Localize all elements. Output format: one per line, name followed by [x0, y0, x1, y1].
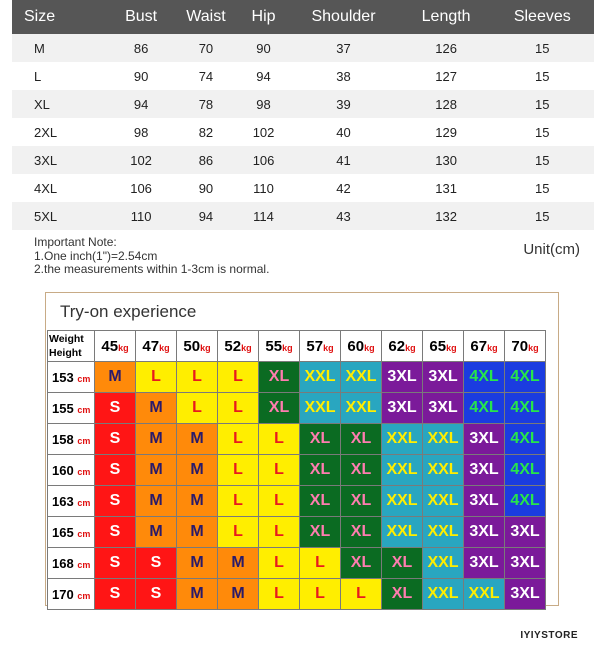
height-row — [48, 579, 546, 610]
weight-unit: kg — [200, 342, 211, 353]
weight-unit: kg — [487, 342, 498, 353]
size-cell: XL — [341, 517, 382, 548]
weight-value: 67 — [470, 337, 488, 355]
size-table-header-cell: Hip — [242, 0, 286, 34]
size-cell: XL — [300, 486, 341, 517]
corner-cell — [48, 331, 95, 362]
weight-value: 47 — [142, 337, 160, 355]
weight-header-cell — [136, 331, 177, 362]
size-cell: L — [259, 486, 300, 517]
table-cell: 126 — [402, 34, 491, 62]
size-cell: 4XL — [464, 393, 505, 424]
table-cell: 15 — [491, 202, 594, 230]
size-cell: 3XL — [505, 548, 546, 579]
size-cell: XL — [341, 486, 382, 517]
weight-header-cell — [382, 331, 423, 362]
table-row — [12, 174, 594, 202]
height-header-cell — [48, 362, 95, 393]
size-cell: XXL — [300, 393, 341, 424]
height-header-cell — [48, 548, 95, 579]
table-cell: 86 — [170, 146, 242, 174]
size-table-header-cell: Bust — [112, 0, 170, 34]
height-row — [48, 362, 546, 393]
try-on-grid — [47, 330, 546, 610]
height-unit: cm — [77, 373, 91, 384]
size-cell: XL — [382, 548, 423, 579]
size-cell: 4XL — [505, 424, 546, 455]
size-cell: XXL — [341, 362, 382, 393]
height-axis-label: Height — [49, 347, 82, 359]
size-cell: S — [95, 424, 136, 455]
height-unit: cm — [77, 528, 91, 539]
size-cell: S — [136, 548, 177, 579]
size-cell: XL — [382, 579, 423, 610]
table-cell: 78 — [170, 90, 242, 118]
size-cell: L — [300, 548, 341, 579]
weight-value: 52 — [224, 337, 242, 355]
weight-value: 60 — [347, 337, 365, 355]
size-table-body — [12, 34, 594, 230]
weight-value: 45 — [101, 337, 119, 355]
weight-value: 62 — [388, 337, 406, 355]
size-cell: 4XL — [505, 393, 546, 424]
weight-header-cell — [505, 331, 546, 362]
size-cell: XL — [341, 548, 382, 579]
size-cell: 3XL — [464, 548, 505, 579]
table-cell: 15 — [491, 174, 594, 202]
height-unit: cm — [77, 590, 91, 601]
size-cell: M — [177, 455, 218, 486]
height-header-cell — [48, 486, 95, 517]
height-unit: cm — [77, 559, 91, 570]
size-cell: XXL — [423, 517, 464, 548]
brand-label: IYIYSTORE — [520, 630, 578, 641]
table-cell: 74 — [170, 62, 242, 90]
size-cell: L — [218, 486, 259, 517]
weight-unit: kg — [446, 342, 457, 353]
size-cell: L — [177, 362, 218, 393]
size-cell: XXL — [382, 455, 423, 486]
table-cell: 70 — [170, 34, 242, 62]
size-cell: XXL — [300, 362, 341, 393]
table-cell: 129 — [402, 118, 491, 146]
size-cell: L — [259, 548, 300, 579]
size-cell: M — [177, 486, 218, 517]
size-cell: M — [218, 548, 259, 579]
weight-unit: kg — [282, 342, 293, 353]
table-cell: XL — [12, 90, 112, 118]
weight-header-cell — [300, 331, 341, 362]
weight-value: 55 — [265, 337, 283, 355]
table-cell: 131 — [402, 174, 491, 202]
size-cell: L — [300, 579, 341, 610]
size-cell: 3XL — [464, 424, 505, 455]
table-cell: 38 — [285, 62, 401, 90]
weight-header-row — [48, 331, 546, 362]
height-header-cell — [48, 579, 95, 610]
table-cell: 15 — [491, 90, 594, 118]
table-cell: 3XL — [12, 146, 112, 174]
size-cell: 3XL — [423, 362, 464, 393]
size-table-header-cell: Shoulder — [285, 0, 401, 34]
table-cell: 106 — [242, 146, 286, 174]
table-cell: 90 — [112, 62, 170, 90]
size-cell: XXL — [423, 486, 464, 517]
size-cell: 3XL — [464, 486, 505, 517]
table-cell: 15 — [491, 34, 594, 62]
try-on-title: Try-on experience — [60, 302, 197, 321]
height-row — [48, 517, 546, 548]
size-cell: M — [136, 424, 177, 455]
weight-header-cell — [423, 331, 464, 362]
size-cell: M — [136, 455, 177, 486]
table-cell: M — [12, 34, 112, 62]
height-row — [48, 455, 546, 486]
table-cell: 102 — [112, 146, 170, 174]
size-table-header-cell: Sleeves — [491, 0, 594, 34]
table-cell: 37 — [285, 34, 401, 62]
size-cell: L — [136, 362, 177, 393]
size-cell: XXL — [423, 579, 464, 610]
weight-unit: kg — [159, 342, 170, 353]
size-cell: M — [177, 579, 218, 610]
size-cell: S — [95, 517, 136, 548]
table-cell: 94 — [170, 202, 242, 230]
weight-unit: kg — [405, 342, 416, 353]
table-cell: 90 — [242, 34, 286, 62]
table-row — [12, 34, 594, 62]
height-unit: cm — [77, 497, 91, 508]
size-cell: 4XL — [505, 486, 546, 517]
size-cell: L — [218, 424, 259, 455]
size-cell: S — [95, 393, 136, 424]
size-cell: XXL — [423, 424, 464, 455]
size-cell: L — [259, 455, 300, 486]
size-cell: S — [95, 579, 136, 610]
unit-label: Unit(cm) — [523, 241, 580, 258]
table-cell: 39 — [285, 90, 401, 118]
height-row — [48, 548, 546, 579]
size-cell: L — [341, 579, 382, 610]
table-cell: 94 — [242, 62, 286, 90]
size-cell: L — [218, 517, 259, 548]
size-cell: 3XL — [464, 517, 505, 548]
height-unit: cm — [77, 466, 91, 477]
height-header-cell — [48, 455, 95, 486]
weight-value: 65 — [429, 337, 447, 355]
size-cell: L — [218, 362, 259, 393]
weight-value: 50 — [183, 337, 201, 355]
size-cell: M — [177, 517, 218, 548]
table-cell: 82 — [170, 118, 242, 146]
size-cell: XL — [341, 424, 382, 455]
table-cell: 2XL — [12, 118, 112, 146]
table-cell: L — [12, 62, 112, 90]
height-value: 170 — [52, 586, 74, 602]
height-value: 153 — [52, 369, 74, 385]
size-cell: XXL — [382, 486, 423, 517]
table-row — [12, 202, 594, 230]
table-cell: 132 — [402, 202, 491, 230]
height-header-cell — [48, 517, 95, 548]
height-value: 158 — [52, 431, 74, 447]
size-cell: XXL — [382, 517, 423, 548]
weight-unit: kg — [323, 342, 334, 353]
table-row — [12, 118, 594, 146]
size-table-header-cell: Size — [12, 0, 112, 34]
height-value: 163 — [52, 493, 74, 509]
size-cell: M — [95, 362, 136, 393]
size-cell: M — [136, 517, 177, 548]
size-cell: 3XL — [464, 455, 505, 486]
size-cell: L — [218, 455, 259, 486]
size-cell: XXL — [382, 424, 423, 455]
table-cell: 128 — [402, 90, 491, 118]
size-table-header — [12, 0, 594, 34]
size-cell: XL — [259, 362, 300, 393]
weight-header-cell — [341, 331, 382, 362]
table-cell: 42 — [285, 174, 401, 202]
size-cell: 4XL — [464, 362, 505, 393]
size-cell: L — [177, 393, 218, 424]
weight-value: 70 — [511, 337, 529, 355]
size-cell: M — [218, 579, 259, 610]
table-row — [12, 62, 594, 90]
size-cell: XXL — [464, 579, 505, 610]
size-cell: 3XL — [505, 517, 546, 548]
size-cell: 3XL — [423, 393, 464, 424]
size-cell: L — [259, 424, 300, 455]
table-cell: 15 — [491, 118, 594, 146]
size-cell: 3XL — [505, 579, 546, 610]
size-cell: S — [95, 548, 136, 579]
weight-unit: kg — [118, 342, 129, 353]
size-table-header-cell: Waist — [170, 0, 242, 34]
table-cell: 130 — [402, 146, 491, 174]
size-cell: XL — [259, 393, 300, 424]
height-header-cell — [48, 393, 95, 424]
weight-header-cell — [177, 331, 218, 362]
table-cell: 4XL — [12, 174, 112, 202]
table-row — [12, 146, 594, 174]
size-cell: XL — [300, 424, 341, 455]
weight-unit: kg — [364, 342, 375, 353]
table-cell: 5XL — [12, 202, 112, 230]
weight-axis-label: Weight — [49, 333, 84, 345]
size-cell: 4XL — [505, 362, 546, 393]
table-cell: 41 — [285, 146, 401, 174]
table-cell: 110 — [112, 202, 170, 230]
size-cell: L — [218, 393, 259, 424]
note-line-2: 2.the measurements within 1-3cm is normal. — [34, 262, 270, 276]
weight-value: 57 — [306, 337, 324, 355]
table-cell: 106 — [112, 174, 170, 202]
height-value: 160 — [52, 462, 74, 478]
try-on-chart — [45, 292, 559, 606]
table-cell: 110 — [242, 174, 286, 202]
note-line-1: 1.One inch(1")=2.54cm — [34, 248, 158, 263]
size-cell: L — [259, 517, 300, 548]
size-cell: XXL — [423, 548, 464, 579]
weight-header-cell — [259, 331, 300, 362]
size-cell: S — [95, 486, 136, 517]
size-table — [12, 0, 594, 230]
size-cell: XXL — [423, 455, 464, 486]
size-cell: L — [259, 579, 300, 610]
height-value: 165 — [52, 524, 74, 540]
size-cell: S — [95, 455, 136, 486]
size-cell: M — [136, 486, 177, 517]
important-note — [34, 236, 269, 277]
weight-header-cell — [95, 331, 136, 362]
size-cell: XL — [341, 455, 382, 486]
table-cell: 94 — [112, 90, 170, 118]
weight-unit: kg — [528, 342, 539, 353]
size-cell: M — [136, 393, 177, 424]
weight-unit: kg — [241, 342, 252, 353]
note-heading: Important Note: — [34, 235, 117, 249]
table-cell: 40 — [285, 118, 401, 146]
height-row — [48, 424, 546, 455]
height-row — [48, 393, 546, 424]
table-cell: 102 — [242, 118, 286, 146]
table-cell: 98 — [112, 118, 170, 146]
table-cell: 15 — [491, 62, 594, 90]
table-cell: 90 — [170, 174, 242, 202]
size-cell: XL — [300, 455, 341, 486]
size-cell: XL — [300, 517, 341, 548]
height-value: 168 — [52, 555, 74, 571]
height-row — [48, 486, 546, 517]
height-header-cell — [48, 424, 95, 455]
size-cell: 4XL — [505, 455, 546, 486]
size-cell: M — [177, 548, 218, 579]
table-cell: 114 — [242, 202, 286, 230]
table-row — [12, 90, 594, 118]
height-value: 155 — [52, 400, 74, 416]
table-cell: 86 — [112, 34, 170, 62]
weight-header-cell — [464, 331, 505, 362]
table-cell: 15 — [491, 146, 594, 174]
table-cell: 43 — [285, 202, 401, 230]
size-cell: S — [136, 579, 177, 610]
height-unit: cm — [77, 404, 91, 415]
size-cell: 3XL — [382, 362, 423, 393]
table-cell: 127 — [402, 62, 491, 90]
weight-header-cell — [218, 331, 259, 362]
size-cell: M — [177, 424, 218, 455]
table-cell: 98 — [242, 90, 286, 118]
size-cell: XXL — [341, 393, 382, 424]
size-table-header-cell: Length — [402, 0, 491, 34]
height-unit: cm — [77, 435, 91, 446]
size-cell: 3XL — [382, 393, 423, 424]
